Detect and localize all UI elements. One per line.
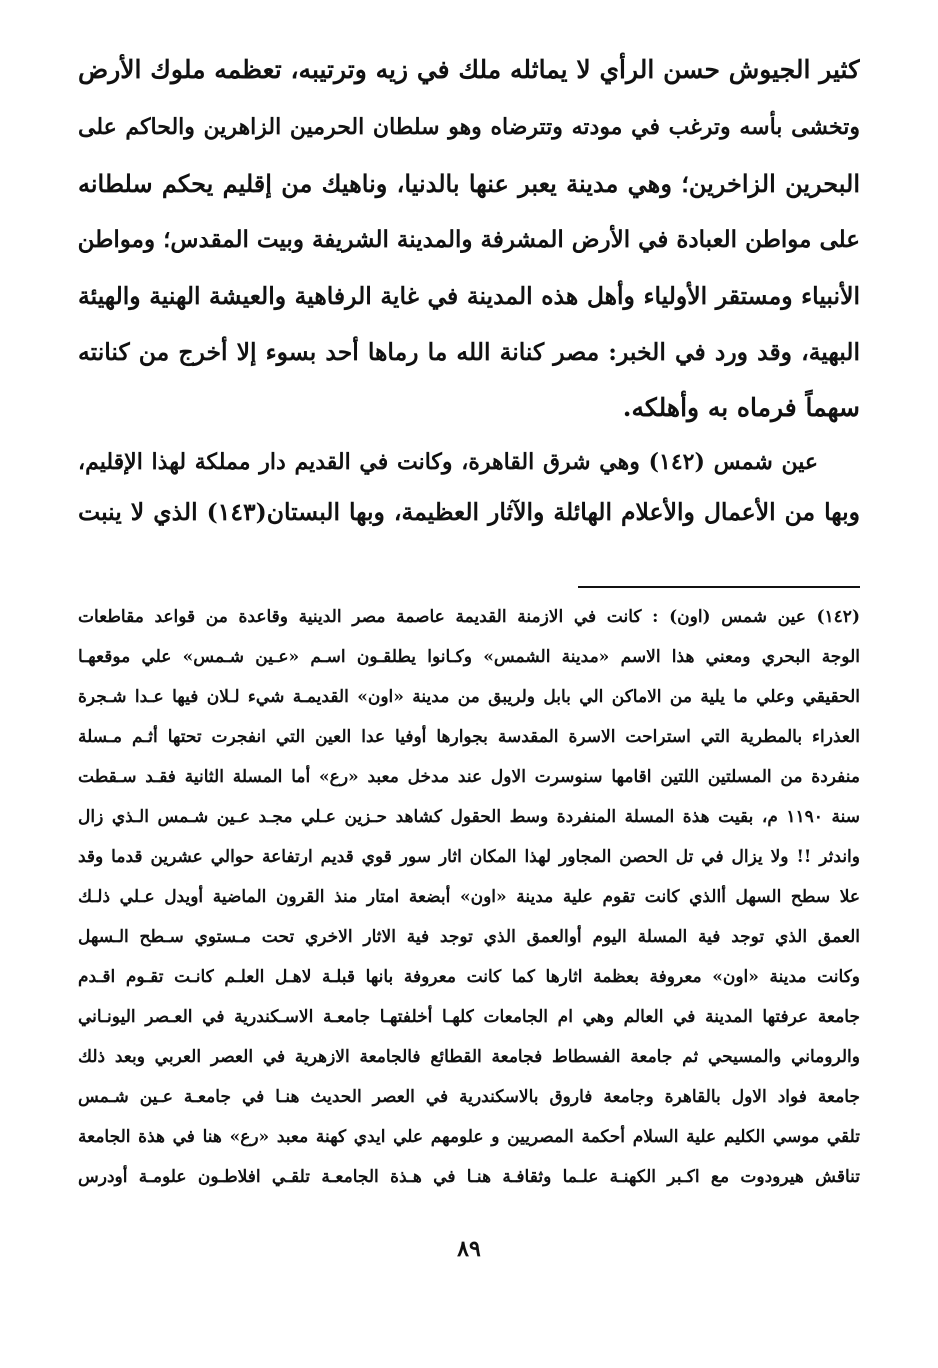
body-line: وبها من الأعمال والأعلام الهائلة والآثار العظيمة، وبها البستان(١٤٣) الذي لا ينبت — [78, 498, 860, 526]
page-number: ٨٩ — [457, 1236, 481, 1262]
footnote-line: العمق الذي توجد فية المسلة اليوم أوالعمق الذي توجد فية الاثار الاخري تحت مـستوي سـطح الـسهل — [78, 927, 860, 947]
body-line: البحرين الزاخرين؛ وهي مدينة يعبر عنها بالدنيا، وناهيك من إقليم يحكم سلطانه — [78, 169, 860, 198]
footnote-line: الوجة البحري ومعني هذا الاسم «مدينة الشمس» وكـانوا يطلقـون اسـم «عـين شـمس» علي موقعهـا — [78, 647, 860, 667]
footnote-line: واندثر !! ولا يزال في تل الحصن المجاور لهذا المكان اثار سور قوي قديم ارتفاعة حوالي عشرين قدما وقد — [78, 847, 860, 867]
body-line: البهية، وقد ورد في الخبر: مصر كنانة الله ما رماها أحد بسوء إلا أخرج من كنانته — [78, 338, 860, 366]
footnote-line: تلقي موسي الكليم علية السلام أحكمة المصريين و علومهم علي ايدي كهنة معبد «رع» هنا في هذة الجامعة — [78, 1127, 860, 1147]
footnote-line: والروماني والمسيحي ثم جامعة الفسطاط فجامعة القطائع فالجامعة الازهرية في العصر العربي وبعد ذلك — [78, 1047, 860, 1067]
footnote-line: جامعة فواد الاول بالقاهرة وجامعة فاروق بالاسكندرية في العصر الحديث هنـا في جامعـة عـين شـمس — [78, 1087, 860, 1107]
body-line: وتخشى بأسه وترغب في مودته وتترضاه وهو سلطان الحرمين الزاهرين والحاكم على — [78, 114, 860, 140]
footnote-separator — [578, 586, 860, 588]
body-line: كثير الجيوش حسن الرأي لا يماثله ملك في زيه وترتيبه، تعظمه ملوك الأرض — [78, 55, 860, 84]
footnote-line: وكانت مدينة «اون» معروفة بعظمة اثارها كما كانت معروفة بانها قبلـة لاهـل العلـم كانـت تقـوم اقـدم — [78, 967, 860, 987]
footnote-line: منفردة من المسلتين اللتين اقامها سنوسرت الاول عند مدخل معبد «رع» أما المسلة الثانية فقـد سـقطت — [78, 767, 860, 787]
footnote-line: سنة ١١٩٠ م، بقيت هذة المسلة المنفردة وسط الحقول كشاهد حـزين عـلي مجـد عـين شـمس الـذي زال — [78, 807, 860, 827]
footnote-line: جامعة عرفتها المدينة في العالم وهي ام الجامعات كلهـا أخلفتهـا جامعـة الاسـكندرية في العـصر اليونـاني — [78, 1007, 860, 1027]
footnote-line: الحقيقي وعلي ما يلية من الاماكن الي بابل ولريبق من مدينة «اون» القديمـة شيء لـلان فيها عـدا شـجرة — [78, 687, 860, 707]
footnote-line: علا سطح السهل أالذي كانت تقوم علية مدينة «اون» أبضعة امتار منذ القرون الماضية أويدل عـلي ذلـك — [78, 887, 860, 907]
body-line: سهماً فرماه به وأهلكه. — [622, 393, 860, 422]
body-line: الأنبياء ومستقر الأولياء وأهل هذه المدينة في غاية الرفاهية والعيشة الهنية والهيئة — [78, 282, 860, 310]
footnote-line: (١٤٢) عين شمس (اون) : كانت في الازمنة القديمة عاصمة مصر الدينية وقاعدة من قواعد مقاطعات — [78, 607, 860, 627]
body-line: عين شمس (١٤٢) وهي شرق القاهرة، وكانت في القديم دار مملكة لهذا الإقليم، — [78, 449, 818, 475]
footnote-line: تناقش هيرودوت مع اكـبر الكهنـة علـما وثقافـة هنـا في هـذة الجامعـة تلقـي افلاطـون علومـة أودرس — [78, 1167, 860, 1187]
body-line: على مواطن العبادة في الأرض المشرفة والمدينة الشريفة وبيت المقدس؛ ومواطن — [78, 226, 860, 253]
footnote-line: العذراء بالمطرية التي استراحت الاسرة المقدسة بجوارها أوفيا عدا العين التي انفجرت تحتها أثـم مـسلة — [78, 727, 860, 747]
